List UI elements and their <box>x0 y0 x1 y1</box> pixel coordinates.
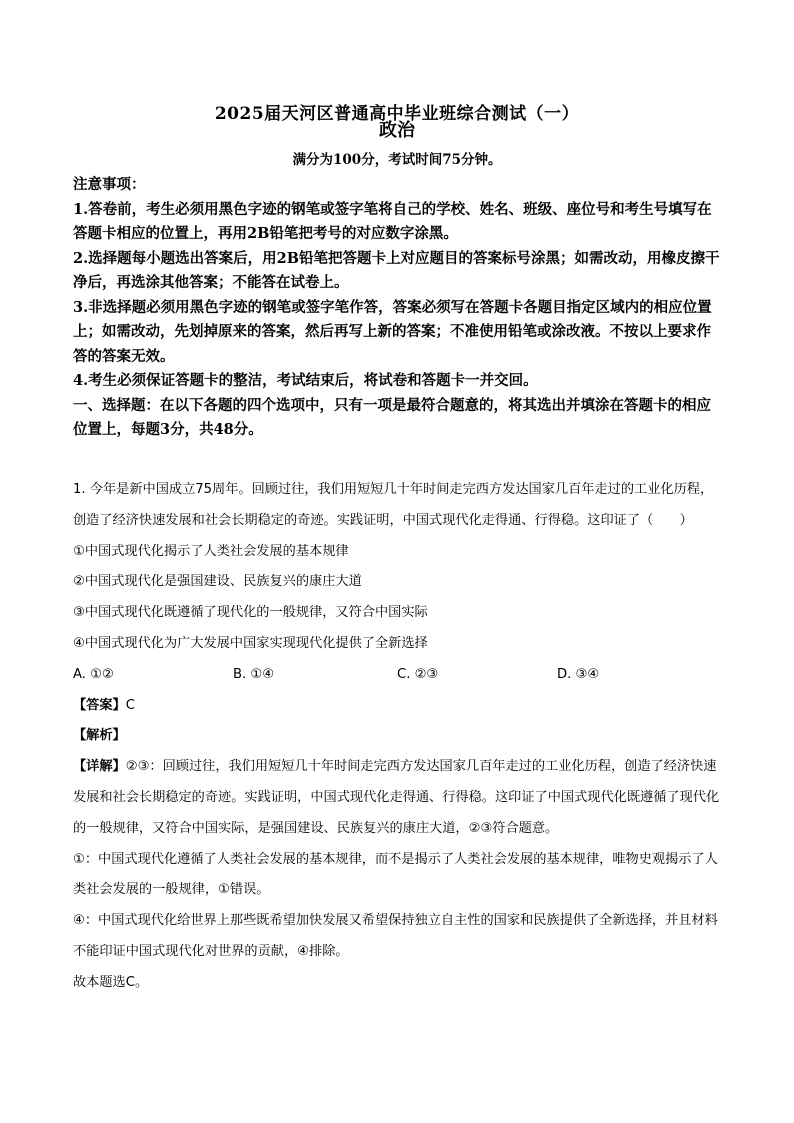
statement-1: ①中国式现代化揭示了人类社会发展的基本规律 <box>73 543 349 559</box>
question-stem: 1. 今年是新中国成立75周年。回顾过往，我们用短短几十年时间走完西方发达国家几百年走过的工业化历程，创造了经济快速发展和社会长期稳定的奇迹。实践证明，中国式现代化走得通、行得稳。这印证了（ ） <box>73 482 714 528</box>
statement-3: ③中国式现代化既遵循了现代化的一般规律，又符合中国实际 <box>73 605 428 621</box>
answer-line <box>73 691 725 722</box>
detail-text-1: ②③：回顾过往，我们用短短几十年时间走完西方发达国家几百年走过的工业化历程，创造了经济快速发展和社会长期稳定的奇迹。实践证明，中国式现代化走得通、行得稳。这印证了中国式现代化既遵循了现代化的一般规律，又符合中国实际，是强国建设、民族复兴的康庄大道，②③符合题意。 <box>73 759 720 836</box>
notice-section <box>73 173 723 443</box>
exam-title: 2025届天河区普通高中毕业班综合测试（一） <box>214 104 580 124</box>
option-c: C. ②③ <box>397 666 439 682</box>
score-time-note: 满分为100分，考试时间75分钟。 <box>292 152 502 168</box>
conclusion: 故本题选C。 <box>73 974 149 990</box>
notice-item-1: 1.答卷前，考生必须用黑色字迹的钢笔或签字笔将自己的学校、姓名、班级、座位号和考生号填写在答题卡相应的位置上，再用2B铅笔把考号的对应数字涂黑。 <box>73 200 712 242</box>
notice-heading: 注意事项： <box>73 176 146 193</box>
section-heading: 一、选择题：在以下各题的四个选项中，只有一项是最符合题意的，将其选出并填涂在答题卡的相应位置上，每题3分，共48分。 <box>73 396 711 438</box>
statement-2: ②中国式现代化是强国建设、民族复兴的康庄大道 <box>73 574 362 590</box>
option-d: D. ③④ <box>557 666 600 682</box>
detail-paragraph-1 <box>73 752 725 844</box>
subject-title: 政治 <box>379 120 415 141</box>
analysis-line <box>73 721 725 752</box>
option-b: B. ①④ <box>233 666 275 682</box>
detail-paragraph-3: ④：中国式现代化给世界上那些既希望加快发展又希望保持独立自主性的国家和民族提供了全新选择，并且材料不能印证中国式现代化对世界的贡献，④排除。 <box>73 913 718 959</box>
answer-value: C <box>125 697 135 713</box>
detail-tag: 【详解】 <box>73 759 126 775</box>
question-1 <box>73 475 725 999</box>
notice-item-2: 2.选择题每小题选出答案后，用2B铅笔把答题卡上对应题目的答案标号涂黑；如需改动，用橡皮擦干净后，再选涂其他答案；不能答在试卷上。 <box>73 249 720 291</box>
option-a: A. ①② <box>73 666 114 682</box>
answer-options <box>73 660 725 691</box>
analysis-tag: 【解析】 <box>73 728 126 744</box>
notice-item-4: 4.考生必须保证答题卡的整洁，考试结束后，将试卷和答题卡一并交回。 <box>73 372 538 389</box>
answer-tag: 【答案】 <box>73 697 126 713</box>
notice-item-3: 3.非选择题必须用黑色字迹的钢笔或签字笔作答，答案必须写在答题卡各题目指定区域内的相应位置上；如需改动，先划掉原来的答案，然后再写上新的答案；不准使用铅笔或涂改液。不按以上要求作答的答案无效。 <box>73 298 712 365</box>
statement-4: ④中国式现代化为广大发展中国家实现现代化提供了全新选择 <box>73 635 428 651</box>
detail-paragraph-2: ①：中国式现代化遵循了人类社会发展的基本规律，而不是揭示了人类社会发展的基本规律，唯物史观揭示了人类社会发展的一般规律，①错误。 <box>73 851 718 898</box>
